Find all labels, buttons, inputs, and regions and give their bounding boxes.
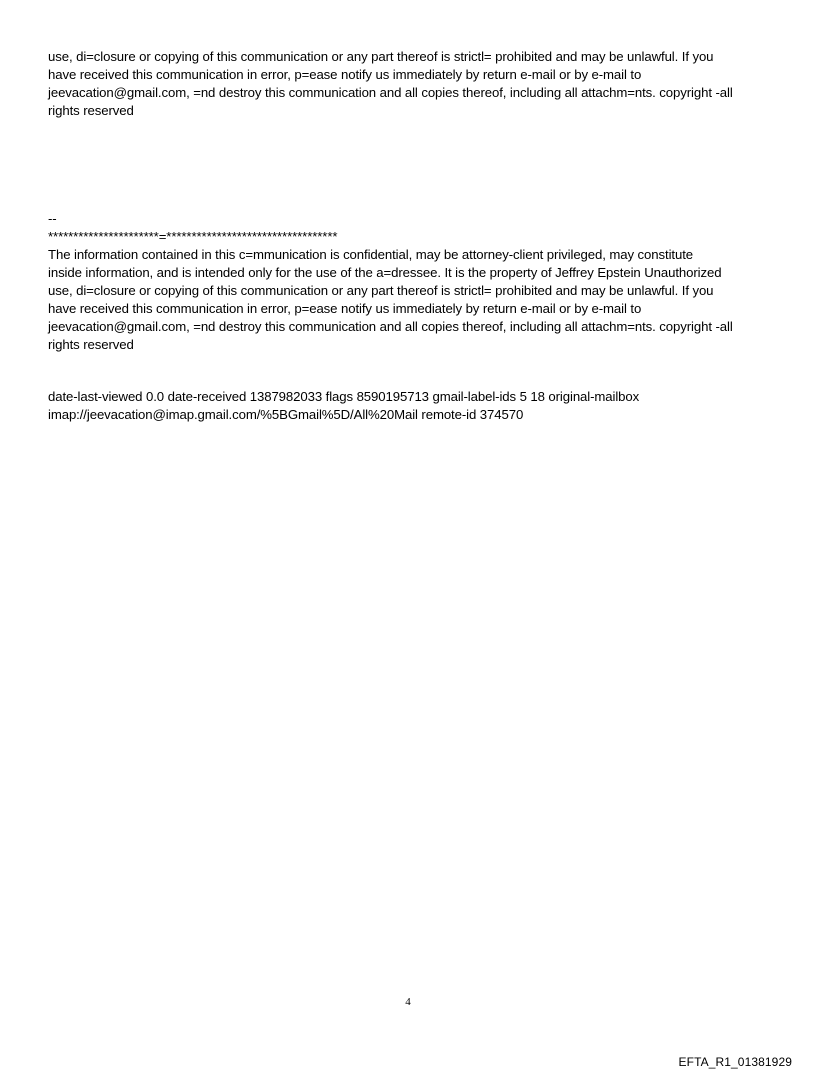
page-number: 4	[405, 996, 411, 1008]
disclaimer-continuation	[48, 48, 783, 120]
metadata-line: date-last-viewed 0.0 date-received 1387982033 flags 8590195713 gmail-label-ids 5 18 original-mailbox	[48, 389, 640, 404]
text-line: use, di=closure or copying of this communication or any part thereof is strictl= prohibited and may be unlawful. If you	[48, 49, 714, 64]
metadata-line: imap://jeevacation@imap.gmail.com/%5BGmail%5D/All%20Mail remote-id 374570	[48, 407, 524, 422]
signature-disclaimer	[48, 210, 783, 354]
document-id-stamp: EFTA_R1_01381929	[678, 1055, 792, 1069]
text-line: use, di=closure or copying of this communication or any part thereof is strictl= prohibited and may be unlawful. If you	[48, 283, 714, 298]
text-line: The information contained in this c=mmunication is confidential, may be attorney-client privileged, may constitute	[48, 247, 694, 262]
text-line: jeevacation@gmail.com, =nd destroy this communication and all copies thereof, including all attachm=nts. copyright -all	[48, 319, 733, 334]
asterisk-separator: **********************=**********************************	[48, 229, 338, 244]
signature-delimiter: --	[48, 211, 57, 226]
text-line: have received this communication in error, p=ease notify us immediately by return e-mail or by e-mail to	[48, 67, 642, 82]
text-line: jeevacation@gmail.com, =nd destroy this communication and all copies thereof, including all attachm=nts. copyright -all	[48, 85, 733, 100]
text-line: rights reserved	[48, 337, 134, 352]
text-line: have received this communication in error, p=ease notify us immediately by return e-mail or by e-mail to	[48, 301, 642, 316]
text-line: rights reserved	[48, 103, 134, 118]
text-line: inside information, and is intended only for the use of the a=dressee. It is the property of Jeffrey Epstein Unauthorized	[48, 265, 722, 280]
message-metadata	[48, 388, 783, 424]
